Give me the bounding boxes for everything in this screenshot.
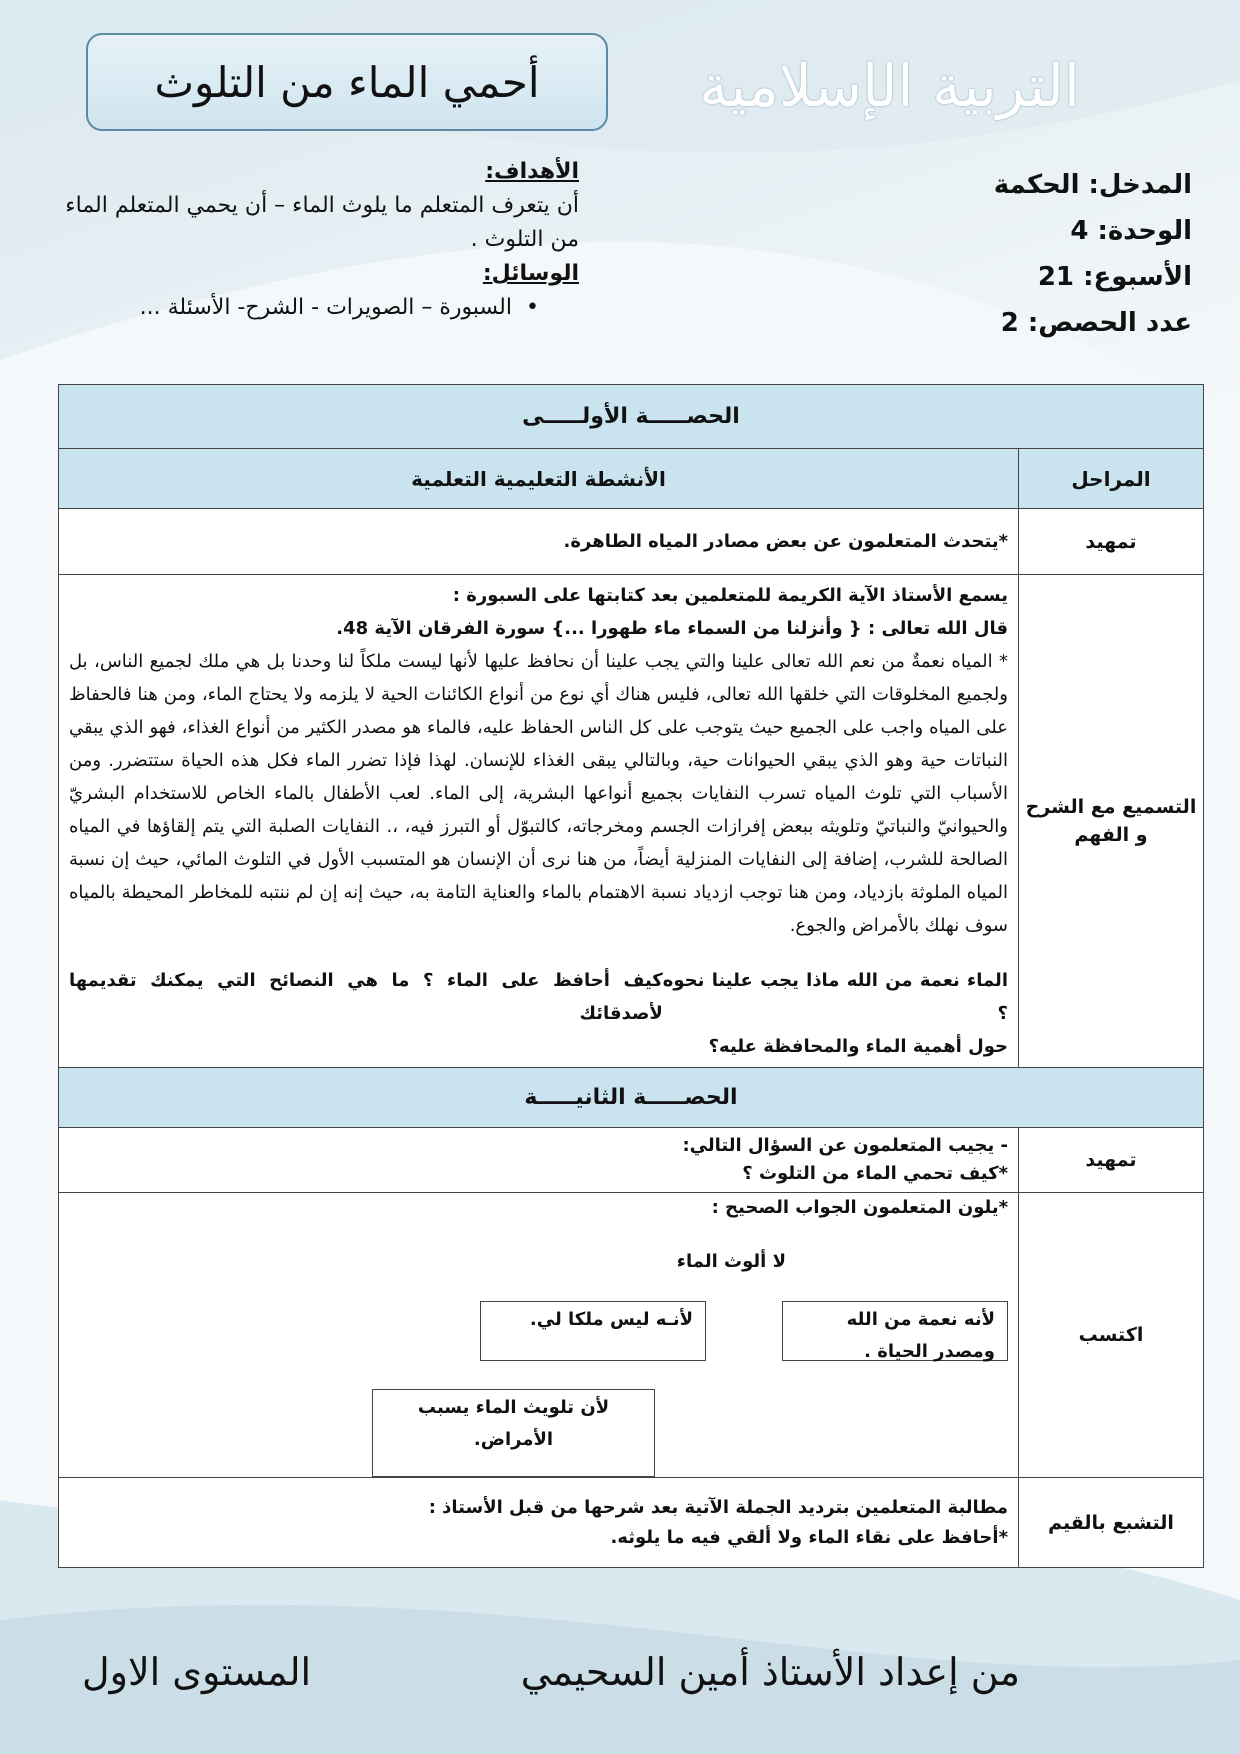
lesson-title-box: [86, 33, 608, 131]
answer-box-3[interactable]: لأن تلويث الماء يسبب الأمراض.: [372, 1389, 655, 1477]
acquire-center-text: لا ألوث الماء: [676, 1251, 786, 1272]
listen-line-1: يسمع الأستاذ الآية الكريمة للمتعلمين بعد كتابتها على السبورة :: [452, 585, 1008, 606]
footer-level: المستوى الاول: [82, 1650, 312, 1694]
column-activities-header: الأنشطة التعليمية التعلمية: [59, 449, 1019, 509]
means-list: [54, 291, 579, 325]
listening-activity: [59, 575, 1019, 1068]
values-line-2: *أحافظ على نقاء الماء ولا ألقي فيه ما يلوثه.: [610, 1526, 1008, 1548]
intro-activity: *يتحدث المتعلمون عن بعض مصادر المياه الطاهرة.: [59, 509, 1019, 575]
listen-line-2: قال الله تعالى : { وأنزلنا من السماء ماء طهورا ...} سورة الفرقان الآية 48.: [336, 618, 1008, 639]
intro2-activity: [59, 1128, 1019, 1193]
values-activity: [59, 1478, 1019, 1568]
info-unit: الوحدة: 4: [1070, 216, 1192, 246]
acquire-activity: [59, 1193, 1019, 1478]
listen-questions: [69, 964, 1008, 1030]
stage-intro-2: تمهيد: [1019, 1128, 1204, 1193]
answer-box-1[interactable]: لأنه نعمة من الله ومصدر الحياة .: [782, 1301, 1008, 1361]
values-line-1: مطالبة المتعلمين بترديد الجملة الآتية بعد شرحها من قبل الأستاذ :: [428, 1496, 1008, 1518]
listen-paragraph: * المياه نعمةٌ من نعم الله تعالى علينا والتي يجب علينا أن نحافظ عليها لأنها ليست ملكاً لنا وحدنا بل هي ملك لجميع الناس، بل ولجميع المخلوقات التي خلقها الله تعالى، فليس هناك أي نوع من أنواع الكائنات الحية لا يلزمه ولا يحتاج الماء، ومن هنا فالحفاظ على المياه واجب على الجميع حيث يتوجب على كل الناس الحفاظ عليه، فالماء هو مصدر الكثير من أنواع الغذاء، فهو الذي يبقي النباتات حية وهو الذي يبقي الحيوانات حية، وبالتالي يبقى الغذاء للإنسان. لهذا فإذا تضرر الماء فكل هذه الحياة ستتضرر. ومن الأسباب التي تلوث المياه تسرب النفايات بجميع أنواعها البشرية، إلى الماء. لعب الأطفال بالماء الخاص للاستخدام البشريّ والحيوانيّ والنباتيّ وتلويثه ببعض إفرازات الجسم ومخرجاته، كالتبوّل أو التبرز فيه، ،. النفايات الصلبة التي يتم إلقاؤها في المياه الصالحة للشرب، إضافة إلى النفايات المنزلية أيضاً، من هنا نرى أن الإنسان هو المتسبب الأول في التلوث المائي، حيث إن نسبة المياه الملوثة بازدياد، ومن هنا توجب ازدياد نسبة الاهتمام بالماء والعناية التامة به، حيث إنه إن لم ننتبه للمخاطر المحيطة بالمياه سوف نهلك بالأمراض والجوع.: [69, 651, 1008, 936]
stage-intro: تمهيد: [1019, 509, 1204, 575]
session1-title: الحصـــــة الأولـــــى: [59, 385, 1204, 449]
listen-question-3: حول أهمية الماء والمحافظة عليه؟: [708, 1036, 1008, 1057]
lesson-info: [962, 162, 1192, 346]
stage-listening: التسميع مع الشرح و الفهم: [1019, 575, 1204, 1068]
acquire-instruction: *يلون المتعلمون الجواب الصحيح :: [711, 1197, 1008, 1218]
column-stages-header: المراحل: [1019, 449, 1204, 509]
subject-title: التربية الإسلامية: [699, 52, 1080, 120]
means-heading: الوسائل:: [482, 261, 579, 286]
listen-question-2: كيف أحافظ على الماء ؟ ما هي النصائح التي يمكنك تقديمها لأصدقائك: [69, 970, 663, 1024]
answer-box-2[interactable]: لأنـه ليس ملكا لي.: [480, 1301, 706, 1361]
goals-heading: الأهداف:: [485, 159, 579, 184]
goals-text: أن يتعرف المتعلم ما يلوث الماء – أن يحمي المتعلم الماء من التلوث .: [65, 193, 579, 252]
session2-title: الحصـــــة الثانيـــــة: [59, 1068, 1204, 1128]
lesson-title: أحمي الماء من التلوث: [154, 57, 540, 107]
info-week: الأسبوع: 21: [1037, 262, 1192, 292]
intro2-line-1: - يجيب المتعلمون عن السؤال التالي:: [682, 1135, 1008, 1156]
means-item: • السبورة – الصويرات - الشرح- الأسئلة ...: [54, 291, 539, 325]
stage-values: التشبع بالقيم: [1019, 1478, 1204, 1568]
info-sessions: عدد الحصص: 2: [1000, 308, 1192, 338]
info-entry: المدخل: الحكمة: [993, 170, 1192, 200]
lesson-table: [58, 384, 1204, 1568]
listen-question-1: الماء نعمة من الله ماذا يجب علينا نحوه ؟: [662, 970, 1008, 1024]
footer-author: من إعداد الأستاذ أمين السحيمي: [520, 1650, 1020, 1694]
intro2-line-2: *كيف تحمي الماء من التلوث ؟: [742, 1163, 1008, 1184]
objectives-block: [54, 155, 579, 325]
stage-acquire: اكتسب: [1019, 1193, 1204, 1478]
